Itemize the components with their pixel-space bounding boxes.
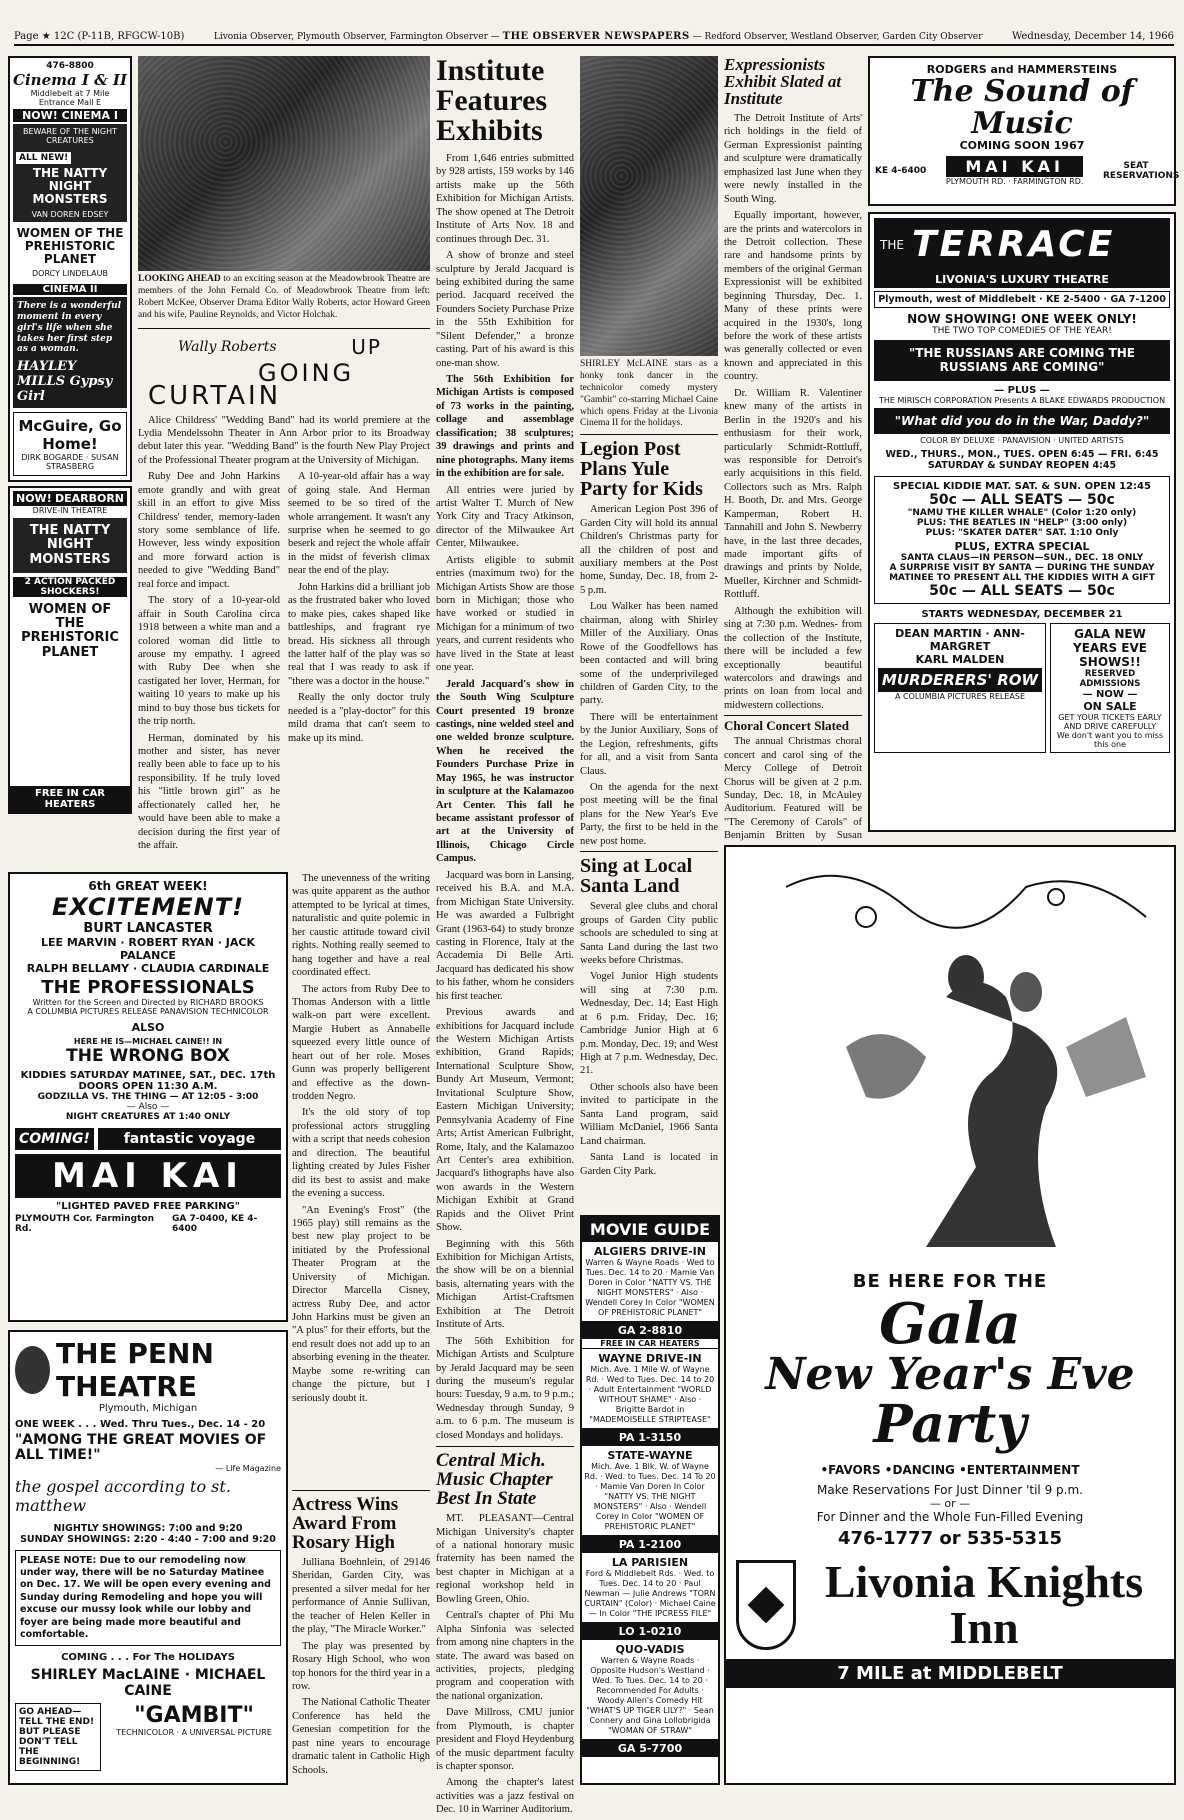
dancers-illustration [726, 847, 1174, 1267]
professionals-ad: 6th GREAT WEEK! EXCITEMENT! BURT LANCASTER LEE MARVIN · ROBERT RYAN · JACK PALANCE RALPH BELLAMY · CLAUDIA CARDINALE THE PROFESSIONALS Written for the Screen and Directed by RICHARD BROOKS A COLUMBIA PICTURES RELEASE PANAVISION TECHNICOLOR ALSO HERE HE IS—MICHAEL CAINE!! IN THE WRONG BOX KIDDIES SATURDAY MATINEE, SAT., DEC. 17th DOORS OPEN 11:30 A.M. GODZILLA VS. THE THING — AT 12:05 - 3:00 — Also — NIGHT CREATURES AT 1:40 ONLY COMING! fantastic voyage MAI KAI "LIGHTED PAVED FREE PARKING" PLYMOUTH Cor. Farmington Rd. GA 7-0400, KE 4-6400 [8, 872, 288, 1322]
dearborn-footer: FREE IN CAR HEATERS [10, 786, 130, 812]
column-continued: The unevenness of the writing was quite apparent as the author attempted to be lyrical at times, naturalistic and quite polemic in her caustic attitude toward civil rights. Nothing really seemed to hang together and have a real coordinated effect. The actors from Ruby Dee to Thomas Anderson with a little walk-on part were excellent. Margie Hubert as Annabelle squeezed every little ounce of heart out of her role. Moses Gunn was properly belligerent and effective as the down-trodden Negro. It's the old story of top professional actors struggling with a script that needs cohesion and direction. The beautiful lighting created by Jules Fisher did its best to assist and make the evening a success. "An Evening's Frost" (the 1965 play) still remains as the best new play project to be initiated by the Professional Theater Program at the University of Michigan. Director Marcella Cisney, actress Ruby Dee, and actor John Harkins must be given an "A plus" for their efforts, but the end result does not add up to an absorbing evening in the theater. Maybe some re-writing can change the picture, but I seriously doubt it. [292, 873, 430, 1404]
theater-column [138, 56, 430, 856]
knights-inn-ad: BE HERE FOR THE Gala New Year's Eve Party •FAVORS •DANCING •ENTERTAINMENT Make Reservations For Just Dinner 'til 9 p.m. — or — For Dinner and the Whole Fun-Filled Evening 476-1777 or 535-5315 Livonia Knights Inn 7 MILE at MIDDLEBELT [724, 845, 1176, 1785]
cinema-movie-1: THE NATTY NIGHT MONSTERS [32, 166, 108, 207]
page-number: Page ★ 12C (P-11B, RFGCW-10B) [14, 31, 185, 42]
terrace-logo: TERRACE [911, 224, 1116, 265]
dearborn-name: DEARBORN [54, 492, 124, 505]
santa-headline: Sing at Local Santa Land [580, 855, 693, 898]
column-body: Ruby Dee and John Harkins emote grandly and with great skill in an effort to give Miss Childress' tender, memory-laden story some semblance of life. However, less windy exposition and more forward action is needed to give "Wedding Band" real force and impact. The story of a 10-year-old affair in South Carolina circa 1918 between a white man and a colored woman did little to arouse my empathy. I agreed with Ruby Dee when she castigated her lover, Herman, for waiting 10 years to make up his mind to buy those bus tickets for the trip north. Herman, dominated by his mother and sister, has never really been able to face up to his responsibility. If he truly loved his "little brown girl" as he affectionately called her, he would have been able to make a decision during the first year of the affair. A 10-year-old affair has a way of going stale. And Herman seemed to be so tired of the whole arrangement. It wasn't any surprise when he seemed to go beserk and reject the whole affair in the midst of feverish climax near the end of the play. John Harkins did a brilliant job as the frustrated baker who loved to make pies, cakes shaped like battleships, and fragrant rye bread. His sickness all through the latter half of the play was so real that I was ready to ask if "there was a doctor in the house." Really the only doctor truly needed is a "play-doctor" for this mild drama that can't seem to make up its mind. [138, 471, 430, 852]
institute-headline: Institute Features Exhibits [436, 54, 548, 147]
guide-theater-detail: Ford & Middlebelt Rds. · Wed. to Tues. Dec. 14 to 20 · Paul Newman — Julie Andrews "TORN CURTAIN" (Color) · Michael Caine — In Color "THE IPCRESS FILE" [584, 1569, 716, 1618]
professionals-title: THE PROFESSIONALS [41, 977, 255, 998]
cinema-movie-4-block: McGuire, Go Home! DIRK BOGARDE · SUSAN STRASBERG [13, 412, 127, 476]
movie-guide [580, 1215, 720, 1785]
masthead [14, 28, 1174, 46]
guide-theater-name: WAYNE DRIVE-IN [598, 1352, 702, 1365]
byline: Wally Roberts [178, 338, 277, 355]
cinema-now: NOW! CINEMA I [13, 109, 127, 122]
choral-headline: Choral Concert Slated [724, 718, 849, 734]
legion-column: SHIRLEY McLAINE stars as a honky tonk dancer in the technicolor comedy mystery "Gambit" co-starring Michael Caine which opens Friday at the Livonia Cinema II for the holidays. Legion Post Plans Yule Party for Kids American Legion Post 396 of Garden City will hold its annual Children's Christmas party for all the children of post and auxiliary members at the Post home, Sunday, Dec. 18, from 2-5 p.m. Lou Walker has been named chairman, along with Shirley Miller of the Auxiliary. Onas Rowe of the Goodfellows has been contacted and will bring some of the underprivileged children of Garden City, to the party. There will be entertainment by the Junior Auxiliary, Sons of the Legion, refreshments, gifts for all, and a visit from Santa Claus. On the agenda for the next post meeting will be the final plans for the New Year's Eve Party, the first to be held in the new post home. Sing at Local Santa Land Several glee clubs and choral groups of Garden City public schools are scheduled to sing at Santa Land during the last two weeks before Christmas. Vogel Junior High students will sing at 7:30 p.m. Wednesday, Dec. 14; East High at 6 p.m. Friday, Dec. 16; Cambridge Junior High at 6 p.m. Monday, Dec. 19; and West High at 7 p.m. Wednesday, Dec. 21. Other schools also have been invited to participate in the Santa Land program, said William McDaniel, 1966 Santa Land chairman. Santa Land is located in Garden City Park. [580, 56, 718, 1181]
penn-mascot-icon [15, 1346, 50, 1394]
knights-inn-name: Livonia Knights Inn [824, 1555, 1144, 1653]
wrong-box-title: THE WRONG BOX [66, 1046, 230, 1066]
dearborn-movie-1: THE NATTY NIGHT MONSTERS [29, 523, 111, 567]
guide-theater-name: STATE-WAYNE [607, 1449, 693, 1462]
cinema-location: Middlebelt at 7 Mile Entrance Mall E [30, 89, 110, 107]
central-headline: Central Mich. Music Chapter Best In State [436, 1450, 553, 1510]
daddy-title: "What did you do in the War, Daddy?" [874, 408, 1170, 434]
cinema-movie-2: WOMEN OF THE PREHISTORIC PLANET [16, 225, 124, 266]
expressionists-column: Expressionists Exhibit Slated at Institute The Detroit Institute of Arts' rich holdings in the field of German Expressionist painting and sculpture were dramatically emphasized last June when they were newly installed in the South Wing. Equally important, however, are the prints and watercolors in the Detroit collection. These rare and handsome prints by members of the original German Expressionist will be exhibited beginning Thursday, Dec. 1. Many of these prints were acquired in the 1930's, long before the work of these artists was generally collected or even known and appreciated in this country. Dr. William R. Valentiner knew many of the artists in Berlin in the 1920's and his enthusiasm for their work, particularly Schmidt-Rottluff, was responsible for Detroit's early acquisitions in this field. Collectors such as Mrs. Ralph H. Booth, Dr. and Mrs. George Kamperman, Robert H. Tannahill and John S. Newberry have, in the last three decades, made important gifts of drawings and prints by Nolde, Mueller, Kirchner and Schmidt-Rottluff. Although the exhibition will sing at 7:30 p.m. Wednes- from the collection of the Institute, there will be included a few exceptionally beautiful watercolors and drawings and prints on loan from local and midwestern collections. Choral Concert Slated The annual Christmas choral concert and carol sing of the Mercy College of Detroit Chorus will be given at 2 p.m. Sunday, Dec. 18, in McAuley Auditorium. Featured will be "The Ceremony of Carols" of Benjamin Britten by Susan [724, 55, 862, 842]
column-lede: Alice Childress' "Wedding Band" had its world premiere at the Lydia Mendelssohn Theater in Ann Arbor prior to its Broadway debut later this year. "Wedding Band" is the fourth New Play Project of the Professional Theater program at the University of Michigan. [138, 414, 430, 466]
guide-theater-name: LA PARISIEN [611, 1556, 689, 1569]
movie-guide-list [582, 1242, 718, 1757]
mai-kai-logo: MAI KAI [15, 1154, 281, 1198]
dearborn-ad: NOW! DEARBORN DRIVE-IN THEATRE THE NATTY NIGHT MONSTERS 2 ACTION PACKED SHOCKERS! WOMEN OF THE PREHISTORIC PLANET FREE IN CAR HEATERS [8, 486, 132, 814]
expressionists-headline: Expressionists Exhibit Slated at Institute [724, 55, 842, 108]
cinema-phone: 476-8800 [46, 61, 94, 71]
cinema-movie-3: HAYLEY MILLS Gypsy Girl [17, 359, 113, 405]
meadowbrook-caption: LOOKING AHEAD to an exciting season at the Meadowbrook Theatre are members of the John Fernald Co. of Meadowbrook Theatre from left: Robert McKee, Observer Drama Editor Wally Roberts, actor Howard Green and his wife, Pauline Reynolds, and Victor Holchak. [138, 274, 430, 320]
party-heading: Party [873, 1394, 1027, 1456]
movie-guide-entry [582, 1553, 718, 1623]
legion-headline: Legion Post Plans Yule Party for Kids [580, 438, 703, 501]
guide-phone: GA 2-8810 [582, 1322, 718, 1339]
dearborn-movie-2: WOMEN OF THE PREHISTORIC PLANET [21, 601, 119, 660]
cinema-name: Cinema I & II [13, 71, 127, 89]
penn-ad: THE PENN THEATRE Plymouth, Michigan ONE WEEK . . . Wed. Thru Tues., Dec. 14 - 20 "AMONG THE GREAT MOVIES OF ALL TIME!" — Life Magazine the gospel according to st. matthew NIGHTLY SHOWINGS: 7:00 and 9:20 SUNDAY SHOWINGS: 2:20 - 4:40 - 7:00 and 9:20 PLEASE NOTE: Due to our remodeling now under way, there will be no Saturday Matinee on Dec. 17. We will be open every evening and Sunday during Remodeling and hope you will excuse our mussy look while our lobby and foyer are being made more beautiful and comfortable. COMING . . . For The HOLIDAYS SHIRLEY MacLAINE · MICHAEL CAINE GO AHEAD— TELL THE END! BUT PLEASE DON'T TELL THE BEGINNING! "GAMBIT" TECHNICOLOR · A UNIVERSAL PICTURE [8, 1330, 288, 1785]
murderers-row-title: MURDERERS' ROW [878, 668, 1042, 692]
sound-of-music-ad: RODGERS and HAMMERSTEINS The Sound of Music COMING SOON 1967 KE 4-6400 MAI KAI PLYMOUTH RD. · FARMINGTON RD. SEAT RESERVATIONS [868, 56, 1176, 206]
movie-guide-entry [582, 1349, 718, 1429]
gala-heading: Gala [879, 1291, 1021, 1357]
masthead-papers: Livonia Observer, Plymouth Observer, Farmington Observer — THE OBSERVER NEWSPAPERS — Redford Observer, Westland Observer, Garden City Observer [213, 31, 983, 42]
excitement-title: EXCITEMENT! [51, 893, 245, 921]
russians-title: "THE RUSSIANS ARE COMING THE RUSSIANS ARE COMING" [874, 340, 1170, 381]
penn-name: THE PENN THEATRE [56, 1337, 214, 1403]
movie-guide-entry [582, 1640, 718, 1740]
guide-phone: PA 1-2100 [582, 1536, 718, 1553]
movie-guide-entry [582, 1242, 718, 1322]
guide-phone: PA 1-3150 [582, 1429, 718, 1446]
meadowbrook-photo [138, 56, 430, 271]
shirley-photo [580, 56, 718, 356]
guide-theater-detail: Mich. Ave. 1 Mile W. of Wayne Rd. · Wed to Tues. Dec. 14 to 20 · Adult Entertainment "WORLD WITHOUT SHAME" · Also · Brigitte Bardot in "MADEMOISELLE STRIPTEASE" [585, 1365, 715, 1424]
guide-phone: GA 5-7700 [582, 1740, 718, 1757]
gambit-title: "GAMBIT" [134, 1703, 254, 1729]
penn-notice: PLEASE NOTE: Due to our remodeling now under way, there will be no Saturday Matinee on Dec. 17. We will be open every evening and Sunday during Remodeling and hope you will excuse our mussy look while our lobby and foyer are being made more beautiful and comfortable. [15, 1550, 281, 1646]
right-ads-column [868, 56, 1180, 832]
knights-address: 7 MILE at MIDDLEBELT [726, 1659, 1174, 1688]
guide-theater-detail: Warren & Wayne Roads · Wed to Tues. Dec. 14 to 20 · Mamie Van Doren in Color "NATTY VS. THE NIGHT MONSTERS" · Also · Wendell Corey In Color "WOMEN OF PREHISTORIC PLANET" [585, 1258, 715, 1317]
masthead-date: Wednesday, December 14, 1966 [1011, 31, 1174, 42]
actress-article: Actress Wins Award From Rosary High Julliana Boehnlein, of 29146 Sheridan, Garden City, was presented a silver medal for her performance of Annie Sullivan, the teacher of Helen Keller in the play, "The Miracle Worker." The play was presented by Rosary High School, who won top honors for the third year in a row. The National Catholic Theater Conference has held the Genesian competition for the past nine years to encourage dramatic talent in Catholic High Schools. [292, 1490, 430, 1780]
cinema-two-block: There is a wonderful moment in every girl's life when she takes her first step as a woman. HAYLEY MILLS Gypsy Girl [13, 297, 127, 408]
terrace-kiddie-box: SPECIAL KIDDIE MAT. SAT. & SUN. OPEN 12:45 50c — ALL SEATS — 50c "NAMU THE KILLER WHALE" (Color 1:20 only) PLUS: THE BEATLES IN "HELP" (3:00 only) PLUS: "SKATER DATER" SAT. 1:10 Only PLUS, EXTRA SPECIAL SANTA CLAUS—IN PERSON—SUN., DEC. 18 ONLY A SURPRISE VISIT BY SANTA — DURING THE SUNDAY MATINEE TO PRESENT ALL THE KIDDIES WITH A GIFT 50c — ALL SEATS — 50c [874, 476, 1170, 604]
paper-name: THE OBSERVER NEWSPAPERS [502, 31, 690, 42]
guide-theater-name: QUO-VADIS [615, 1643, 685, 1656]
institute-column: Institute Features Exhibits From 1,646 entries submitted by 928 artists, 159 works by 146 artists make up the 56th Exhibition for Michigan Artists. The show opened at The Detroit Institute of Arts Nov. 18 and continues through Dec. 31. A show of bronze and steel sculpture by Jerald Jacquard is being exhibited during the same period. Jacquard received the Founders Society Purchase Prize in the 55th Exhibition for "Silent Defender," a bronze casting. Part of his award is this one-man show. The 56th Exhibition for Michigan Artists is composed of 73 works in the painting, collage and assemblage classification; 38 sculptures; 39 drawings and prints and nine photographs. Many items in the exhibition are for sale. All entries were juried by artist Walter T. Murch of New York City and Tracy Atkinson, director of the Milwaukee Art Center, Milwaukee. Artists eligible to submit entries (maximum two) for the Michigan Artists Show are those born in Michigan; those who have worked or studied in Michigan for a minimum of two years, and current residents who have lived in the State at least one year. Jerald Jacquard's show in the South Wing Sculpture Court presented 19 bronze castings, nine welded steel and one welded bronze sculpture. When he received the Founders Purchase Prize in May 1965, he was instructor in sculpture at the Kalamazoo Art Center. This fall he became assistant professor of art at the University of Illinois, Chicago Circle Campus. Jacquard was born in Lansing, received his B.A. and M.A. from Michigan State University. He was awarded a Fulbright Grant (1963-64) to study bronze casting in Florence, Italy at the Accademia Di Belle Arti. Jacquard has dedicated his show to his father, whom he considers his first teacher. Previous awards and exhibitions for Jacquard include the Western Michigan Artists exhibition, Grand Rapids; International Sculpture Show, Bundy Art Museum, Vermont; Invitational Sculpture Show, Eastern Michigan University; Pennsylvania Academy of Fine Arts; Artist American Fulbright, Rome, Italy, and the Kalamazoo Art Center's area exhibition. Jacquard's lithographs have also won awards in the Western Michigan Exhibit at Grand Rapids and the Olivet Print Show. Beginning with this 56th Exhibition for Michigan Artists, the show will be on a biennial basis, alternating years with the Michigan Artist-Craftsmen Exhibition at The Detroit Institute of Arts. The 56th Exhibition for Michigan Artists and Sculpture by Jerald Jacquard may be seen during the museum's regular hours: Tuesday, 9 a.m. to 9 p.m.; Wednesday through Sunday, 9 a.m. to 6 p.m. The museum is closed Mondays and holidays. Central Mich. Music Chapter Best In State MT. PLEASANT—Central Michigan University's chapter of a national honorary music fraternity has been named the best chapter in Michigan at a regional workshop held in Bowling Green, Ohio. Central's chapter of Phi Mu Alpha Sinfonia was selected from among nine chapters in the state. The award was based on activities, projects, pledging program and cooperation with the national organization. Dave Millross, CMU junior from Plymouth, is chapter president and Floyd Heydenburg of the music department faculty is chapter sponsor. Among the chapter's latest activities was a jazz festival on Dec. 10 in Warriner Auditorium. [436, 54, 575, 1816]
movie-guide-entry [582, 1446, 718, 1536]
cinema-movie-2-block: WOMEN OF THE PREHISTORIC PLANET DORCY LINDELAUB [16, 225, 124, 279]
cinema-movie-4: McGuire, Go Home! [18, 417, 122, 454]
guide-theater-detail: Mich. Ave. 1 Blk. W. of Wayne Rd. · Wed. to Tues. Dec. 14 To 20 · Mamie Van Doren In Color "NATTY VS. THE NIGHT MONSTERS" · Also · Wendell Corey In Color "WOMEN OF PREHISTORIC PLANET" [584, 1462, 716, 1531]
shirley-caption: SHIRLEY McLAINE stars as a honky tonk dancer in the technicolor comedy mystery "Gambit" co-starring Michael Caine which opens Friday at the Livonia Cinema II for the holidays. [580, 359, 718, 429]
cinema-one-block: BEWARE OF THE NIGHT CREATURES ALL NEW! THE NATTY NIGHT MONSTERS VAN DOREN EDSEY [13, 124, 127, 222]
guide-note: FREE IN CAR HEATERS [582, 1339, 718, 1349]
column-title: Wally Roberts UP GOING CURTAIN [138, 328, 430, 410]
sound-of-music-title: The Sound of Music [910, 74, 1134, 141]
sound-mai-kai-logo: MAI KAI [946, 156, 1084, 177]
guide-phone: LO 1-0210 [582, 1623, 718, 1640]
left-ads-column [8, 56, 132, 814]
knights-phones: 476-1777 or 535-5315 [837, 1527, 1063, 1549]
cinema-ad [8, 56, 132, 482]
actress-headline: Actress Wins Award From Rosary High [292, 1494, 399, 1553]
terrace-ad: THE TERRACE LIVONIA'S LUXURY THEATRE Plymouth, west of Middlebelt · KE 2-5400 · GA 7-1200 NOW SHOWING! ONE WEEK ONLY! THE TWO TOP COMEDIES OF THE YEAR! "THE RUSSIANS ARE COMING THE RUSSIANS ARE COMING" — PLUS — THE MIRISCH CORPORATION Presents A BLAKE EDWARDS PRODUCTION "What did you do in the War, Daddy?" COLOR BY DELUXE · PANAVISION · UNITED ARTISTS WED., THURS., MON., TUES. OPEN 6:45 — FRI. 6:45 SATURDAY & SUNDAY REOPEN 4:45 SPECIAL KIDDIE MAT. SAT. & SUN. OPEN 12:45 50c — ALL SEATS — 50c "NAMU THE KILLER WHALE" (Color 1:20 only) PLUS: THE BEATLES IN "HELP" (3:00 only) PLUS: "SKATER DATER" SAT. 1:10 Only PLUS, EXTRA SPECIAL SANTA CLAUS—IN PERSON—SUN., DEC. 18 ONLY A SURPRISE VISIT BY SANTA — DURING THE SUNDAY MATINEE TO PRESENT ALL THE KIDDIES WITH A GIFT 50c — ALL SEATS — 50c STARTS WEDNESDAY, DECEMBER 21 DEAN MARTIN · ANN-MARGRET KARL MALDEN MURDERERS' ROW A COLUMBIA PICTURES RELEASE GALA NEW YEARS EVE SHOWS!! RESERVED ADMISSIONS — NOW — ON SALE GET YOUR TICKETS EARLY AND DRIVE CAREFULLY We don't want you to miss this one [868, 212, 1176, 832]
knight-shield-icon [736, 1560, 796, 1650]
guide-theater-name: ALGIERS DRIVE-IN [594, 1245, 706, 1258]
dancing-couple-illustration [726, 847, 1174, 1267]
penn-quote: "AMONG THE GREAT MOVIES OF ALL TIME!" [15, 1432, 267, 1464]
gospel-title: the gospel according to st. matthew [15, 1476, 231, 1515]
movie-guide-title: MOVIE GUIDE [582, 1217, 718, 1242]
nye-heading: New Year's Eve [765, 1349, 1135, 1400]
cinema-two-label: CINEMA II [13, 284, 127, 295]
guide-theater-detail: Warren & Wayne Roads · Opposite Hudson's Westland · Wed. To Tues. Dec. 14 to 20 · Recommended For Adults · Woody Allen's Comedy Hit "WHAT'S UP TIGER LILY?" · Sean Connery and Gina Lollobrigida "WOMAN OF STRAW" [586, 1656, 714, 1735]
fantastic-voyage: fantastic voyage [98, 1128, 281, 1150]
